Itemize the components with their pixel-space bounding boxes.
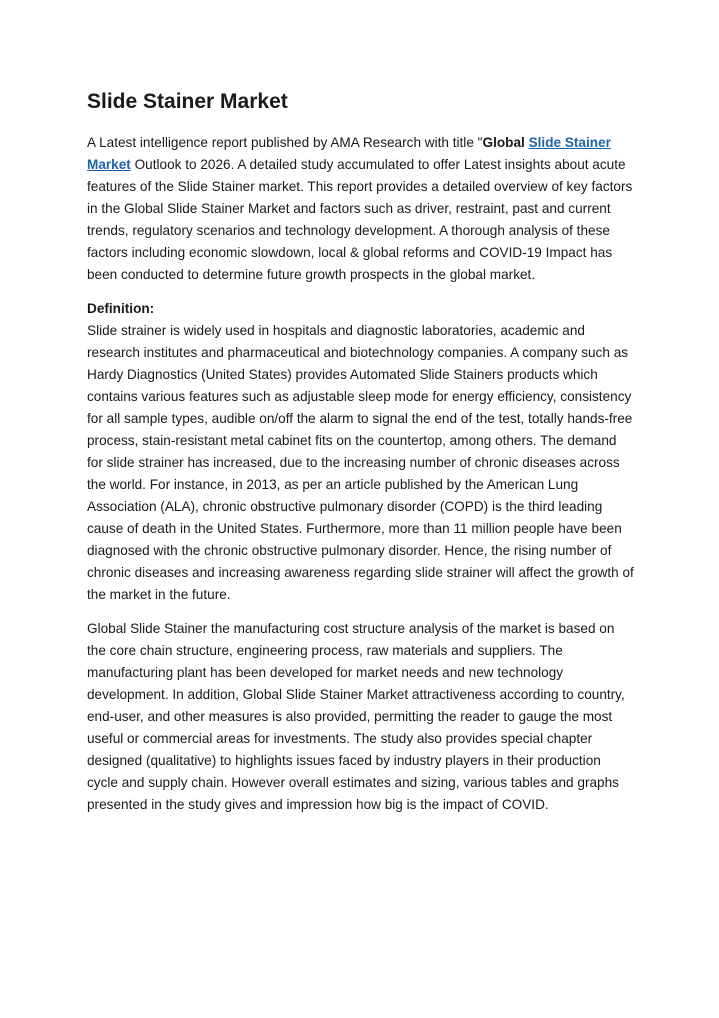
page-title: Slide Stainer Market: [87, 90, 288, 113]
intro-paragraph: [87, 132, 635, 286]
definition-paragraph: [87, 298, 635, 606]
document-page: [87, 88, 635, 828]
definition-body: Slide strainer is widely used in hospitals and diagnostic laboratories, academic and research institutes and pharmaceutical and biotechnology companies. A company such as Hardy Diagnostics (United States) provides Automated Slide Stainers products which contains various features such as adjustable sleep mode for energy efficiency, consistency for all sample types, audible on/off the alarm to signal the end of the test, totally hands-free process, stain-resistant metal cabinet fits on the countertop, among others. The demand for slide strainer has increased, due to the increasing number of chronic diseases across the world. For instance, in 2013, as per an article published by the American Lung Association (ALA), chronic obstructive pulmonary disorder (COPD) is the third leading cause of death in the United States. Furthermore, more than 11 million people have been diagnosed with the chronic obstructive pulmonary disorder. Hence, the rising number of chronic diseases and increasing awareness regarding slide strainer will affect the growth of the market in the future.: [87, 323, 634, 602]
slide-stainer-market-link[interactable]: Slide Stainer Market: [87, 135, 611, 172]
intro-bold-word: Global: [482, 135, 525, 150]
cost-structure-paragraph: Global Slide Stainer the manufacturing cost structure analysis of the market is based on the core chain structure, engineering process, raw materials and suppliers. The manufacturing plant has been developed for market needs and new technology development. In addition, Global Slide Stainer Market attractiveness according to country, end-user, and other measures is also provided, permitting the reader to gauge the most useful or commercial areas for investments. The study also provides special chapter designed (qualitative) to highlights issues faced by industry players in their production cycle and supply chain. However overall estimates and sizing, various tables and graphs presented in the study gives and impression how big is the impact of COVID.: [87, 621, 625, 812]
intro-text-end: Outlook to 2026. A detailed study accumulated to offer Latest insights about acute features of the Slide Stainer market. This report provides a detailed overview of key factors in the Global Slide Stainer Market and factors such as driver, restraint, past and current trends, regulatory scenarios and technology development. A thorough analysis of these factors including economic slowdown, local & global reforms and COVID-19 Impact has been conducted to determine future growth prospects in the global market.: [87, 157, 633, 282]
intro-text-start: A Latest intelligence report published by AMA Research with title ": [87, 135, 483, 150]
definition-heading: Definition:: [87, 301, 155, 316]
